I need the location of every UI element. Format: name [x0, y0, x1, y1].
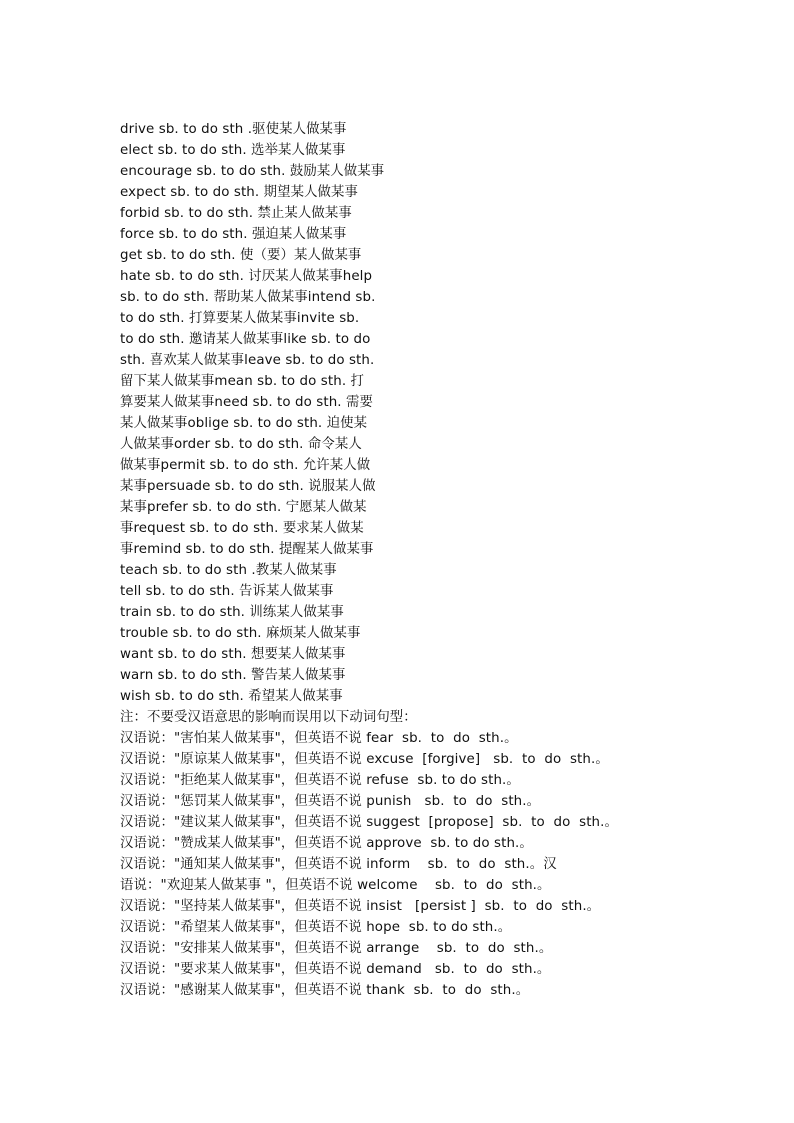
verb-pattern-line: get sb. to do sth. 使（要）某人做某事 [120, 248, 362, 263]
verb-pattern-line: force sb. to do sth. 强迫某人做某事 [120, 227, 347, 242]
verb-pattern-line: tell sb. to do sth. 告诉某人做某事 [120, 584, 334, 599]
verb-pattern-line: 人做某事order sb. to do sth. 命令某人 [120, 437, 362, 452]
verb-pattern-line: encourage sb. to do sth. 鼓励某人做某事 [120, 164, 385, 179]
verb-pattern-line: wish sb. to do sth. 希望某人做某事 [120, 689, 343, 704]
verb-pattern-line: to do sth. 打算要某人做某事invite sb. [120, 311, 360, 326]
verb-pattern-line: 某人做某事oblige sb. to do sth. 迫使某 [120, 416, 368, 431]
verb-pattern-line: hate sb. to do sth. 讨厌某人做某事help [120, 269, 373, 284]
verb-pattern-line: want sb. to do sth. 想要某人做某事 [120, 647, 346, 662]
verb-pattern-line: drive sb. to do sth .驱使某人做某事 [120, 122, 347, 137]
verb-pattern-line: elect sb. to do sth. 选举某人做某事 [120, 143, 346, 158]
note-line: 语说："欢迎某人做某事 "，但英语不说 welcome sb. to do sth.。 [120, 878, 551, 893]
note-line: 汉语说："赞成某人做某事"，但英语不说 approve sb. to do sth.。 [120, 836, 533, 851]
note-line: 汉语说："要求某人做某事"，但英语不说 demand sb. to do sth.。 [120, 962, 551, 977]
verb-pattern-line: to do sth. 邀请某人做某事like sb. to do [120, 332, 371, 347]
note-line: 汉语说："惩罚某人做某事"，但英语不说 punish sb. to do sth.。 [120, 794, 541, 809]
verb-pattern-line: expect sb. to do sth. 期望某人做某事 [120, 185, 359, 200]
verb-pattern-line: sth. 喜欢某人做某事leave sb. to do sth. [120, 353, 375, 368]
document-body [120, 119, 720, 1001]
verb-pattern-line: teach sb. to do sth .教某人做某事 [120, 563, 337, 578]
note-heading: 注：不要受汉语意思的影响而误用以下动词句型： [120, 710, 417, 725]
verb-pattern-line: 算要某人做某事need sb. to do sth. 需要 [120, 395, 373, 410]
verb-pattern-line: forbid sb. to do sth. 禁止某人做某事 [120, 206, 352, 221]
verb-pattern-line: sb. to do sth. 帮助某人做某事intend sb. [120, 290, 376, 305]
verb-pattern-line: trouble sb. to do sth. 麻烦某人做某事 [120, 626, 361, 641]
note-line: 汉语说："安排某人做某事"，但英语不说 arrange sb. to do sth.。 [120, 941, 553, 956]
note-line: 汉语说："拒绝某人做某事"，但英语不说 refuse sb. to do sth.。 [120, 773, 520, 788]
note-line: 汉语说："感谢某人做某事"，但英语不说 thank sb. to do sth.。 [120, 983, 530, 998]
verb-pattern-line: 事request sb. to do sth. 要求某人做某 [120, 521, 364, 536]
note-line: 汉语说："通知某人做某事"，但英语不说 inform sb. to do sth.。汉 [120, 857, 557, 872]
verb-pattern-line: 留下某人做某事mean sb. to do sth. 打 [120, 374, 365, 389]
verb-pattern-line: warn sb. to do sth. 警告某人做某事 [120, 668, 346, 683]
note-line: 汉语说："原谅某人做某事"，但英语不说 excuse [forgive] sb. to do sth.。 [120, 752, 609, 767]
verb-pattern-line: 某事persuade sb. to do sth. 说服某人做 [120, 479, 376, 494]
verb-pattern-line: 某事prefer sb. to do sth. 宁愿某人做某 [120, 500, 367, 515]
note-line: 汉语说："希望某人做某事"，但英语不说 hope sb. to do sth.。 [120, 920, 512, 935]
note-line: 汉语说："建议某人做某事"，但英语不说 suggest [propose] sb. to do sth.。 [120, 815, 618, 830]
verb-pattern-line: 做某事permit sb. to do sth. 允许某人做 [120, 458, 371, 473]
note-line: 汉语说："坚持某人做某事"，但英语不说 insist [persist ] sb. to do sth.。 [120, 899, 601, 914]
verb-pattern-line: 事remind sb. to do sth. 提醒某人做某事 [120, 542, 374, 557]
note-line: 汉语说："害怕某人做某事"，但英语不说 fear sb. to do sth.。 [120, 731, 518, 746]
verb-pattern-line: train sb. to do sth. 训练某人做某事 [120, 605, 344, 620]
